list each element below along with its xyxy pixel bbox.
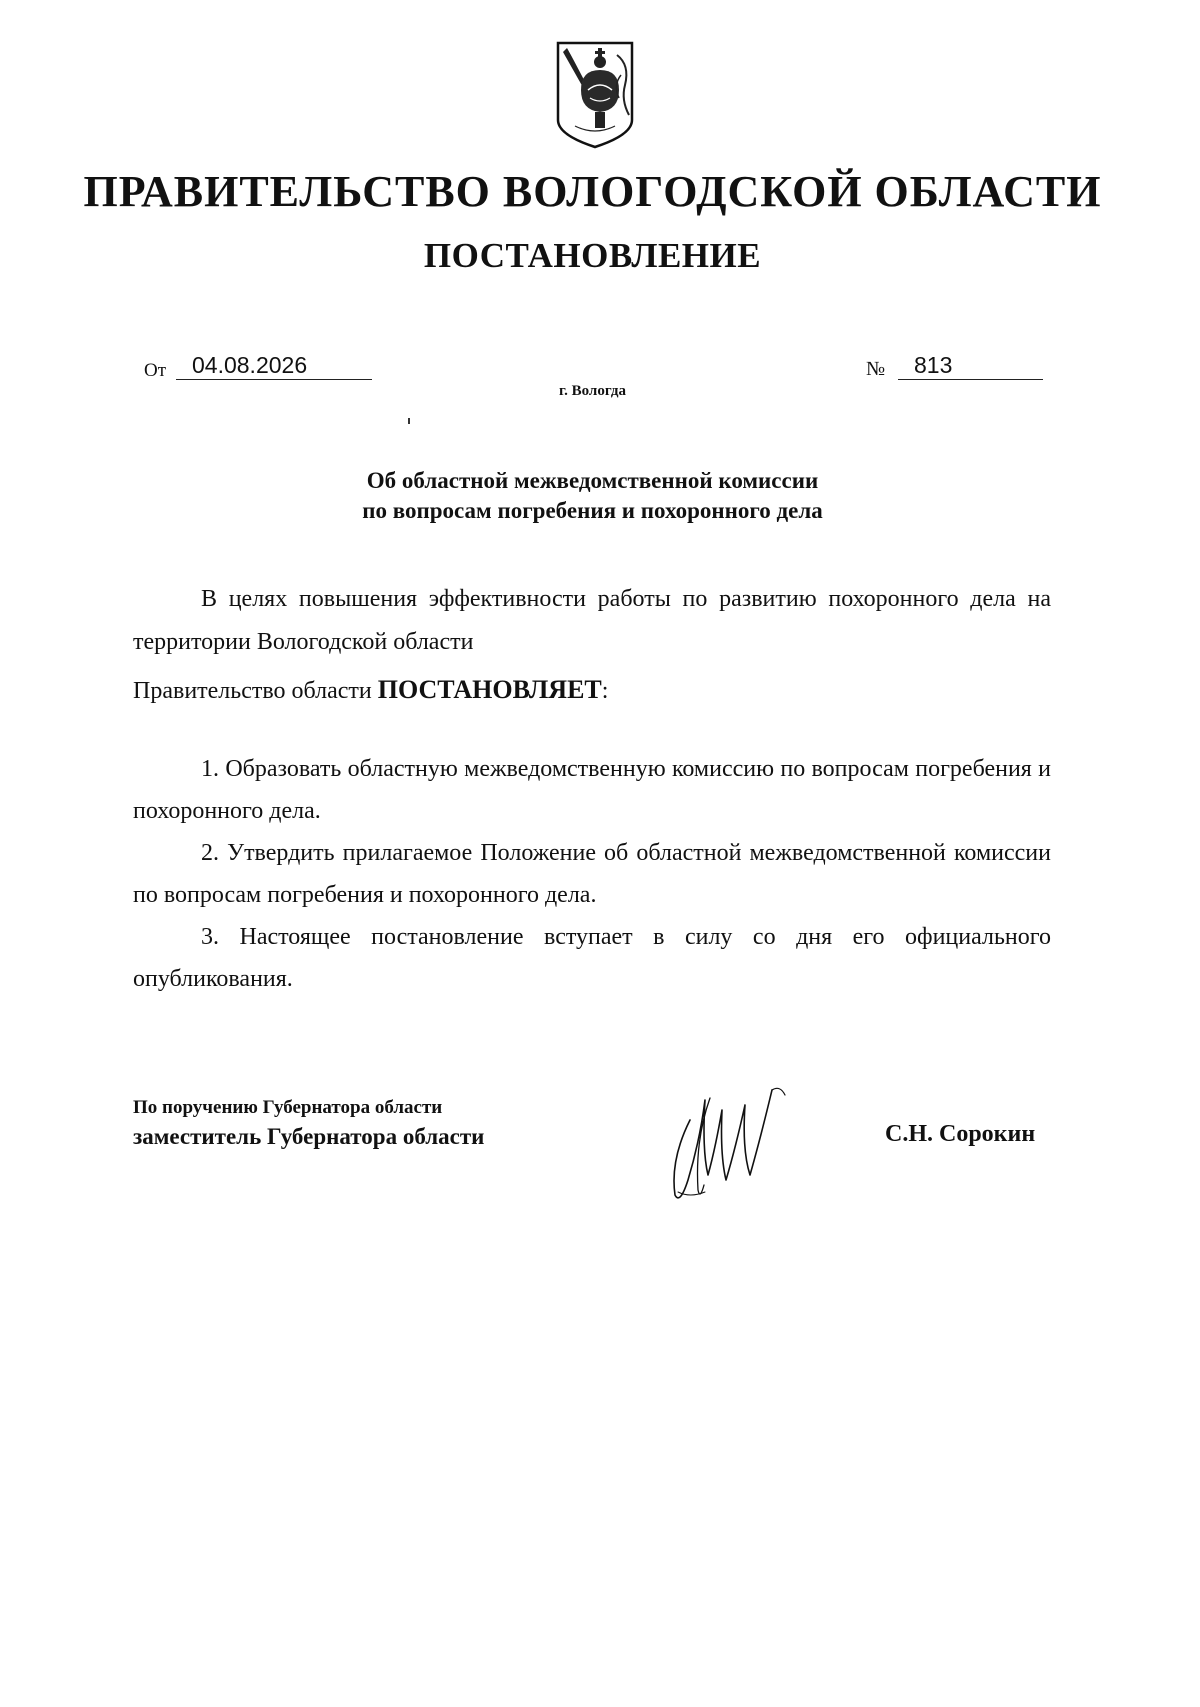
handwritten-signature xyxy=(660,1080,820,1205)
resolution-item: 1. Образовать областную межведомственную комиссию по вопросам погребения и похоронного дела. xyxy=(133,756,1051,824)
city-label: г. Вологда xyxy=(559,383,626,399)
document-number: 813 xyxy=(898,351,1043,380)
enactment-line xyxy=(133,668,608,713)
signatory-line-2: заместитель Губернатора области xyxy=(133,1124,485,1149)
preamble-text: В целях повышения эффективности работы по развитию похоронного дела на территории Вологодской области xyxy=(133,586,1051,655)
document-type-title: ПОСТАНОВЛЕНИЕ xyxy=(423,236,762,275)
signer-name: С.Н. Сорокин xyxy=(885,1121,1036,1147)
number-prefix: № xyxy=(866,358,886,380)
resolution-items xyxy=(133,748,1051,1000)
enact-prefix: Правительство области xyxy=(133,678,378,704)
resolution-item: 3. Настоящее постановление вступает в силу со дня его официального опубликования. xyxy=(133,924,1051,992)
resolution-item: 2. Утвердить прилагаемое Положение об областной межведомственной комиссии по вопросам погребения и похоронного дела. xyxy=(133,840,1051,908)
subject-line-1: Об областной межведомственной комиссии xyxy=(366,468,819,493)
coat-of-arms-icon xyxy=(555,40,635,150)
enact-word: ПОСТАНОВЛЯЕТ xyxy=(377,675,602,704)
signatory-line-1: По поручению Губернатора области xyxy=(133,1097,443,1118)
document-subject xyxy=(0,466,1185,526)
signatory-position xyxy=(133,1095,484,1153)
subject-line-2: по вопросам погребения и похоронного дела xyxy=(362,498,823,523)
preamble xyxy=(133,578,1051,664)
document-date: 04.08.2026 xyxy=(176,351,372,380)
scan-speck xyxy=(408,418,410,424)
enact-suffix: : xyxy=(601,678,609,704)
date-prefix: От xyxy=(144,360,167,381)
government-title: ПРАВИТЕЛЬСТВО ВОЛОГОДСКОЙ ОБЛАСТИ xyxy=(83,167,1102,216)
